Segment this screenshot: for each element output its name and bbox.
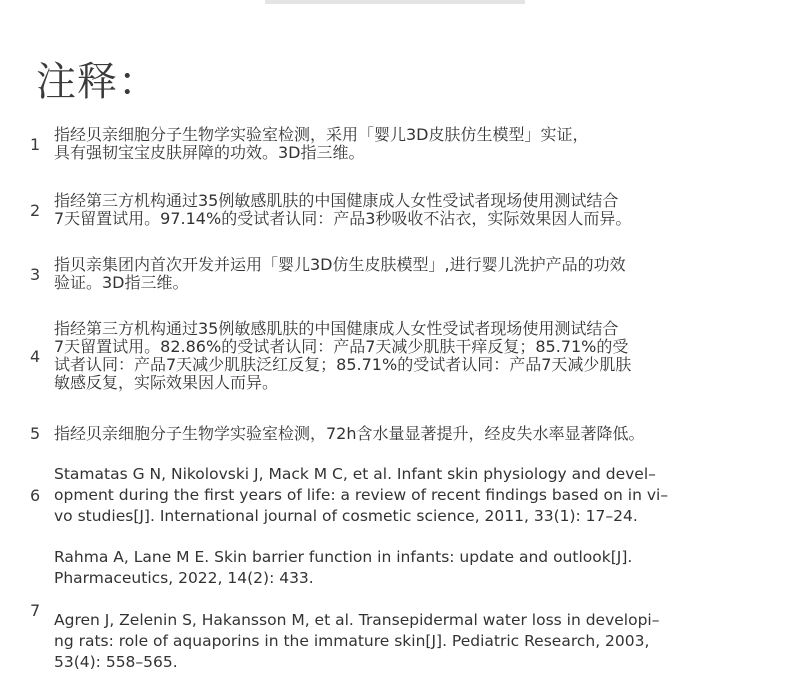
- note-line: 指经贝亲细胞分子生物学实验室检测，采用「婴儿3D皮肤仿生模型」实证，: [54, 125, 589, 144]
- note-text: [54, 547, 784, 673]
- note-line: 7天留置试用。82.86%的受试者认同：产品7天减少肌肤干痒反复；85.71%的受: [54, 337, 629, 356]
- note-line: 试者认同：产品7天减少肌肤泛红反复；85.71%的受试者认同：产品7天减少肌肤: [54, 355, 632, 374]
- top-divider: [265, 0, 525, 4]
- note-line: ng rats: role of aquaporins in the immature skin[J]. Pediatric Research, 2003,: [54, 632, 650, 650]
- note-item: [30, 547, 784, 673]
- note-text: [54, 256, 784, 292]
- note-text: [54, 126, 784, 162]
- note-line: 指经第三方机构通过35例敏感肌肤的中国健康成人女性受试者现场使用测试结合: [54, 319, 619, 338]
- note-number: 2: [30, 200, 41, 220]
- note-number: 4: [30, 346, 41, 366]
- note-spacer: [54, 589, 784, 610]
- note-item: [30, 192, 784, 228]
- note-item: [30, 464, 784, 527]
- note-item: [30, 126, 784, 162]
- note-text: [54, 464, 784, 527]
- note-number: 1: [30, 134, 41, 154]
- note-number: 5: [30, 424, 41, 443]
- note-item: [30, 424, 784, 443]
- note-line: 指贝亲集团内首次开发并运用「婴儿3D仿生皮肤模型」,进行婴儿洗护产品的功效: [54, 255, 626, 274]
- page-title: 注释：: [36, 59, 159, 105]
- note-number: 3: [30, 264, 41, 284]
- note-line: 验证。3D指三维。: [54, 273, 189, 292]
- note-text: [54, 425, 784, 443]
- note-line: 指经贝亲细胞分子生物学实验室检测，72h含水量显著提升，经皮失水率显著降低。: [54, 423, 645, 443]
- note-line: Rahma A, Lane M E. Skin barrier function in infants: update and outlook[J].: [54, 548, 633, 566]
- note-line: Pharmaceutics, 2022, 14(2): 433.: [54, 569, 314, 587]
- note-number: 6: [30, 486, 41, 505]
- note-line: 7天留置试用。97.14%的受试者认同：产品3秒吸收不沾衣，实际效果因人而异。: [54, 209, 632, 228]
- note-item: [30, 256, 784, 292]
- note-text: [54, 320, 784, 392]
- note-item: [30, 320, 784, 392]
- note-line: 敏感反复，实际效果因人而异。: [54, 373, 279, 392]
- note-line: vo studies[J]. International journal of cosmetic science, 2011, 33(1): 17–24.: [54, 507, 638, 525]
- note-line: Stamatas G N, Nikolovski J, Mack M C, et al. Infant skin physiology and devel–: [54, 465, 656, 483]
- note-line: 具有强韧宝宝皮肤屏障的功效。3D指三维。: [54, 143, 365, 162]
- note-line: opment during the first years of life: a review of recent findings based on in vi–: [54, 486, 669, 504]
- note-text: [54, 192, 784, 228]
- note-line: 指经第三方机构通过35例敏感肌肤的中国健康成人女性受试者现场使用测试结合: [54, 191, 619, 210]
- note-line: Agren J, Zelenin S, Hakansson M, et al. Transepidermal water loss in developi–: [54, 611, 660, 629]
- note-line: 53(4): 558–565.: [54, 653, 178, 671]
- note-number: 7: [30, 600, 41, 620]
